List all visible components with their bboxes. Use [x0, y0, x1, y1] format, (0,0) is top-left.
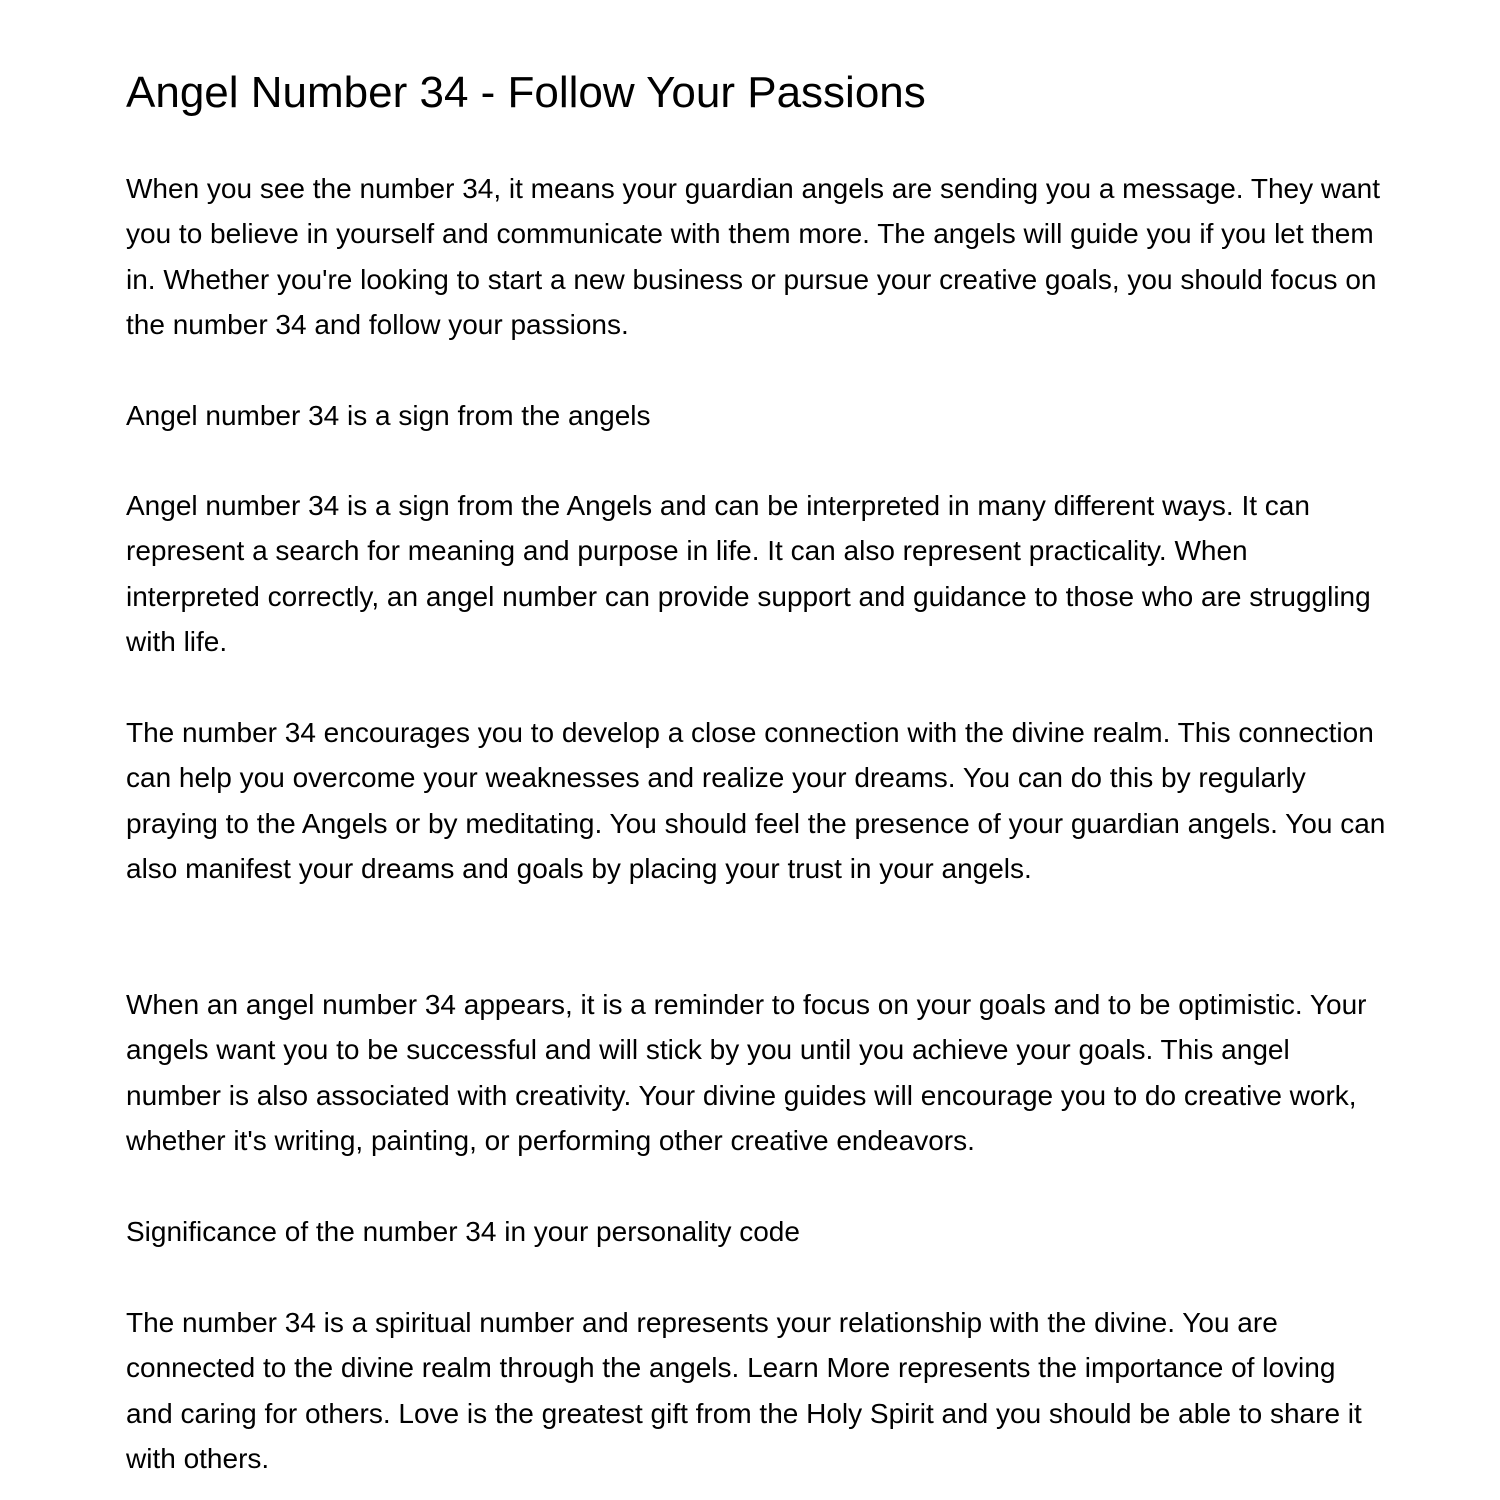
subheading-personality-code: Significance of the number 34 in your personality code — [126, 1216, 800, 1247]
paragraph-spiritual-number: The number 34 is a spiritual number and represents your relationship with the divine. You are connected to the divine realm through the angels. Learn More represents the importance of loving and caring for others. Love is the greatest gift from the Holy Spirit and you should be able to share it with others. — [126, 1307, 1362, 1475]
paragraph-interpretation: Angel number 34 is a sign from the Angels and can be interpreted in many different ways. It can represent a search for meaning and purpose in life. It can also represent practicality. When interpreted correctly, an angel number can provide support and guidance to those who are struggling with life. — [126, 490, 1371, 658]
paragraph-goals-creativity: When an angel number 34 appears, it is a reminder to focus on your goals and to be optimistic. Your angels want you to be successful and will stick by you until you achieve your goals. This angel number is also associated with creativity. Your divine guides will encourage you to do creative work, whether it's writing, painting, or performing other creative endeavors. — [126, 989, 1367, 1157]
paragraph-intro: When you see the number 34, it means your guardian angels are sending you a message. They want you to believe in yourself and communicate with them more. The angels will guide you if you let them in. Whether you're looking to start a new business or pursue your creative goals, you should focus on the number 34 and follow your passions. — [126, 173, 1381, 341]
page-title: Angel Number 34 - Follow Your Passions — [126, 68, 926, 117]
paragraph-divine-connection: The number 34 encourages you to develop a close connection with the divine realm. This connection can help you overcome your weaknesses and realize your dreams. You can do this by regularly praying to the Angels or by meditating. You should feel the presence of your guardian angels. You can also manifest your dreams and goals by placing your trust in your angels. — [126, 717, 1386, 885]
subheading-sign-from-angels: Angel number 34 is a sign from the angels — [126, 400, 651, 431]
